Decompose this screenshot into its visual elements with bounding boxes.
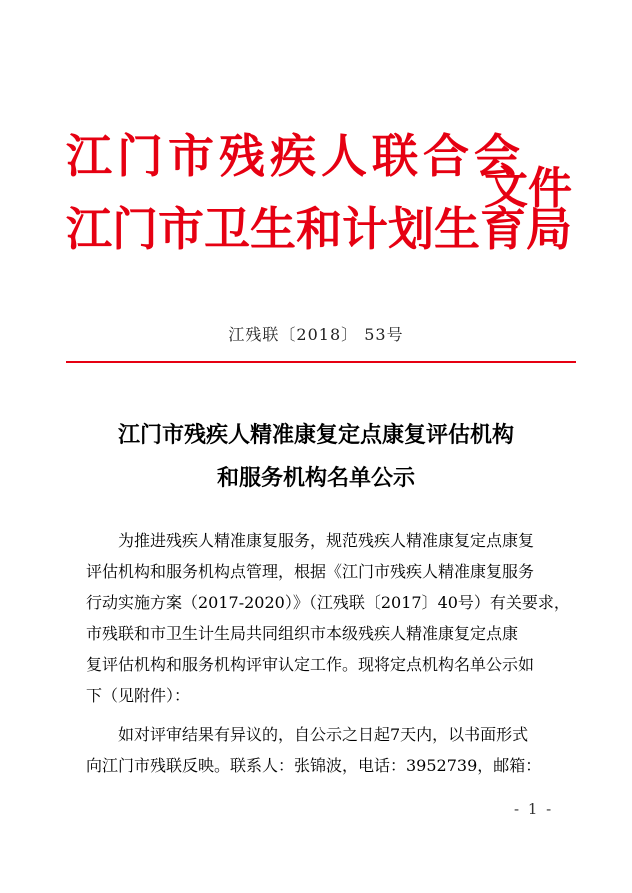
paragraph-line: 下（见附件）：: [86, 686, 191, 705]
document-title-line-1: 江门市残疾人精准康复定点康复评估机构: [117, 423, 514, 448]
page-number: - 1 -: [514, 800, 554, 818]
paragraph-line: 如对评审结果有异议的，自公示之日起7天内，以书面形式: [118, 725, 529, 744]
paragraph-line: 复评估机构和服务机构评审认定工作。现将定点机构名单公示如: [86, 655, 535, 674]
paragraph-line: 市残联和市卫生计生局共同组织市本级残疾人精准康复定点康: [86, 624, 519, 643]
document-type-label: 文件: [484, 163, 572, 214]
red-divider-line: [66, 361, 576, 363]
paragraph-line: 评估机构和服务机构点管理，根据《江门市残疾人精准康复服务: [86, 562, 535, 581]
paragraph-line: 向江门市残联反映。联系人：张锦波，电话：3952739，邮箱：: [86, 756, 542, 775]
paragraph-line: 行动实施方案（2017-2020）》（江残联〔2017〕40号）有关要求，: [86, 593, 570, 612]
issuer-name-line-2: 江门市卫生和计划生育局: [66, 202, 572, 256]
body-paragraph-1: [86, 525, 570, 711]
paragraph-line: 为推进残疾人精准康复服务，规范残疾人精准康复定点康复: [118, 531, 535, 550]
issuer-name-line-1: 江门市残疾人联合会: [66, 129, 525, 183]
document-title-line-2: 和服务机构名单公示: [216, 466, 415, 491]
document-number: 江残联〔2018〕 53号: [228, 325, 404, 344]
body-paragraph-2: [86, 719, 566, 781]
